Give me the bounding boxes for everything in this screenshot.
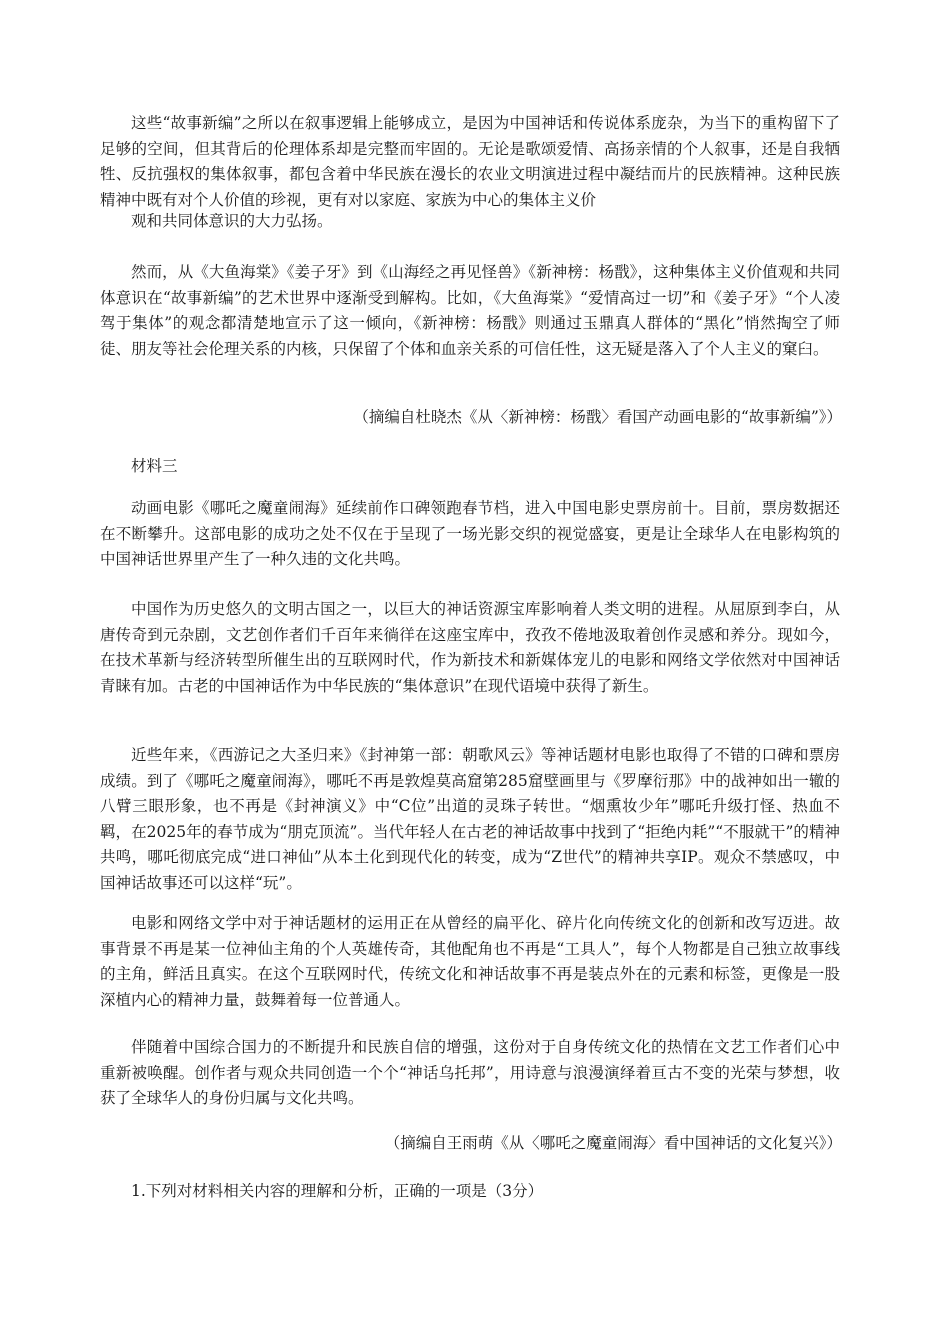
material-three-paragraph-5: 伴随着中国综合国力的不断提升和民族自信的增强，这份对于自身传统文化的热情在文艺工作者们心中重新被唤醒。创作者与观众共同创造一个个“神话乌托邦”，用诗意与浪漫演绎着亘古不变的光荣与梦想，收获了全球华人的身份归属与文化共鸣。	[100, 1038, 840, 1107]
material-three-paragraph-4: 电影和网络文学中对于神话题材的运用正在从曾经的扁平化、碎片化向传统文化的创新和改写迈进。故事背景不再是某一位神仙主角的个人英雄传奇，其他配角也不再是“工具人”，每个人物都是自己独立故事线的主角，鲜活且真实。在这个互联网时代，传统文化和神话故事不再是装点外在的元素和标签，更像是一股深植内心的精神力量，鼓舞着每一位普通人。	[100, 914, 840, 1009]
material-two-paragraph-2: 然而，从《大鱼海棠》《姜子牙》到《山海经之再见怪兽》《新神榜：杨戬》，这种集体主义价值观和共同体意识在“故事新编”的艺术世界中逐渐受到解构。比如，《大鱼海棠》“爱情高过一切”和《姜子牙》“个人凌驾于集体”的观念都清楚地宣示了这一倾向，《新神榜：杨戬》则通过玉鼎真人群体的“黑化”悄然掏空了师徒、朋友等社会伦理关系的内核，只保留了个体和血亲关系的可信任性，这无疑是落入了个人主义的窠臼。	[100, 263, 840, 358]
material-three-paragraph-2: 中国作为历史悠久的文明古国之一，以巨大的神话资源宝库影响着人类文明的进程。从屈原到李白，从唐传奇到元杂剧，文艺创作者们千百年来徜徉在这座宝库中，孜孜不倦地汲取着创作灵感和养分。现如今，在技术革新与经济转型所催生出的互联网时代，作为新技术和新媒体宠儿的电影和网络文学依然对中国神话青睐有加。古老的中国神话作为中华民族的“集体意识”在现代语境中获得了新生。	[100, 600, 840, 695]
material-two-paragraph-1: 这些“故事新编”之所以在叙事逻辑上能够成立，是因为中国神话和传说体系庞杂，为当下的重构留下了足够的空间，但其背后的伦理体系却是完整而牢固的。无论是歌颂爱情、高扬亲情的个人叙事，还是自我牺牲、反抗强权的集体叙事，都包含着中华民族在漫长的农业文明演进过程中凝结而片的民族精神。这种民族精神中既有对个人价值的珍视，更有对以家庭、家族为中心的集体主义价	[100, 114, 840, 209]
material-three-paragraph-1: 动画电影《哪吒之魔童闹海》延续前作口碑领跑春节档，进入中国电影史票房前十。目前，票房数据还在不断攀升。这部电影的成功之处不仅在于呈现了一场光影交织的视觉盛宴，更是让全球华人在电影构筑的中国神话世界里产生了一种久违的文化共鸣。	[100, 499, 840, 568]
material-three-source: （摘编自王雨萌《从〈哪吒之魔童闹海〉看中国神话的文化复兴》）	[384, 1134, 842, 1152]
question-1: 1.下列对材料相关内容的理解和分析，正确的一项是（3分）	[131, 1182, 544, 1200]
material-three-heading: 材料三	[131, 457, 178, 475]
material-two-source: （摘编自杜晓杰《从〈新神榜：杨戬〉看国产动画电影的“故事新编”》）	[353, 408, 842, 426]
material-three-paragraph-3: 近些年来，《西游记之大圣归来》《封神第一部：朝歌风云》等神话题材电影也取得了不错的口碑和票房成绩。到了《哪吒之魔童闹海》，哪吒不再是敦煌莫高窟第285窟壁画里与《罗摩衍那》中的战神如出一辙的八臂三眼形象，也不再是《封神演义》中“C位”出道的灵珠子转世。“烟熏妆少年”哪吒升级打怪、热血不羁，在2025年的春节成为“朋克顶流”。当代年轻人在古老的神话故事中找到了“拒绝内耗”“不服就干”的精神共鸣，哪吒彻底完成“进口神仙”从本土化到现代化的转变，成为“Z世代”的精神共享IP。观众不禁感叹，中国神话故事还可以这样“玩”。	[100, 746, 840, 892]
material-two-paragraph-1-tail: 观和共同体意识的大力弘扬。	[131, 212, 333, 230]
